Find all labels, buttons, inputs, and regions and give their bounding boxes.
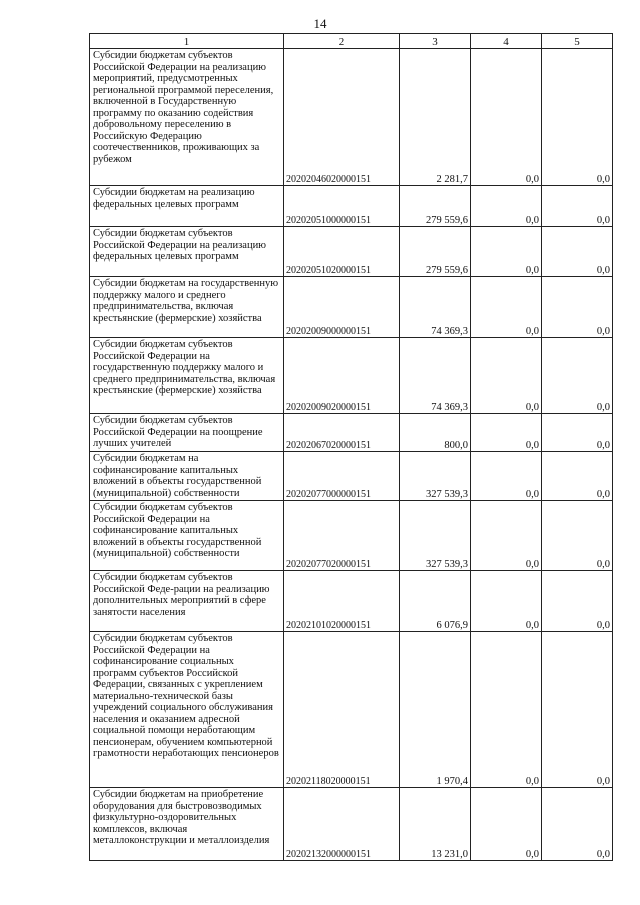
row-col3-cell: 327 539,3 [400,501,471,571]
row-code-cell: 20202077020000151 [284,501,400,571]
row-name-cell: Субсидии бюджетам субъектов Российской Федерации на государственную поддержку малого и среднего предпринимательства, включая крестьянские (фермерские) хозяйства [90,338,284,414]
column-header: 5 [542,34,613,49]
row-col4-cell: 0,0 [471,49,542,186]
row-col5-cell: 0,0 [542,277,613,338]
row-col5-cell: 0,0 [542,227,613,277]
table-row [90,277,613,338]
row-col5-cell: 0,0 [542,414,613,452]
row-col4-cell: 0,0 [471,571,542,632]
table-row [90,49,613,186]
row-col5-cell: 0,0 [542,49,613,186]
row-code-cell: 20202051020000151 [284,227,400,277]
row-col3-cell: 6 076,9 [400,571,471,632]
row-code-cell: 20202101020000151 [284,571,400,632]
row-col4-cell: 0,0 [471,788,542,861]
row-col4-cell: 0,0 [471,227,542,277]
row-col3-cell: 2 281,7 [400,49,471,186]
row-col3-cell: 74 369,3 [400,338,471,414]
row-code-cell: 20202051000000151 [284,186,400,227]
row-code-cell: 20202046020000151 [284,49,400,186]
row-code-cell: 20202009000000151 [284,277,400,338]
row-name-cell: Субсидии бюджетам на софинансирование капитальных вложений в объекты государственной (муниципальной) собственности [90,452,284,501]
table-row [90,452,613,501]
row-col5-cell: 0,0 [542,501,613,571]
row-col3-cell: 13 231,0 [400,788,471,861]
row-col4-cell: 0,0 [471,338,542,414]
column-header: 2 [284,34,400,49]
row-col5-cell: 0,0 [542,338,613,414]
row-col3-cell: 74 369,3 [400,277,471,338]
row-col4-cell: 0,0 [471,414,542,452]
row-col4-cell: 0,0 [471,632,542,788]
row-col4-cell: 0,0 [471,277,542,338]
row-col4-cell: 0,0 [471,452,542,501]
table-row [90,186,613,227]
table-row [90,788,613,861]
row-col3-cell: 327 539,3 [400,452,471,501]
row-name-cell: Субсидии бюджетам на приобретение оборудования для быстровозводимых физкультурно-оздоровительных комплексов, включая металлоконструкции и металлоизделия [90,788,284,861]
row-col5-cell: 0,0 [542,571,613,632]
table-row [90,571,613,632]
row-col4-cell: 0,0 [471,501,542,571]
row-col5-cell: 0,0 [542,452,613,501]
row-col3-cell: 1 970,4 [400,632,471,788]
row-name-cell: Субсидии бюджетам на государственную поддержку малого и среднего предпринимательства, включая крестьянские (фермерские) хозяйства [90,277,284,338]
row-code-cell: 20202067020000151 [284,414,400,452]
table-row [90,501,613,571]
row-name-cell: Субсидии бюджетам субъектов Российской Феде-рации на реализацию дополнительных мероприятий в сфере занятости населения [90,571,284,632]
row-name-cell: Субсидии бюджетам субъектов Российской Федерации на софинансирование социальных программ субъектов Российской Федерации, связанных с укреплением материально-технической базы учреждений социального обслуживания населения и оказанием адресной социальной помощи неработающим пенсионерам, обучением компьютерной грамотности неработающих пенсионеров [90,632,284,788]
column-header: 4 [471,34,542,49]
row-code-cell: 20202077000000151 [284,452,400,501]
row-col5-cell: 0,0 [542,788,613,861]
column-header: 1 [90,34,284,49]
row-col3-cell: 279 559,6 [400,186,471,227]
table-row [90,414,613,452]
row-name-cell: Субсидии бюджетам субъектов Российской Федерации на поощрение лучших учителей [90,414,284,452]
column-header: 3 [400,34,471,49]
row-code-cell: 20202132000000151 [284,788,400,861]
row-col4-cell: 0,0 [471,186,542,227]
row-col3-cell: 279 559,6 [400,227,471,277]
row-name-cell: Субсидии бюджетам субъектов Российской Федерации на софинансирование капитальных вложений в объекты государственной (муниципальной) собственности [90,501,284,571]
row-col3-cell: 800,0 [400,414,471,452]
row-col5-cell: 0,0 [542,632,613,788]
row-name-cell: Субсидии бюджетам субъектов Российской Федерации на реализацию мероприятий, предусмотренных региональной программой переселения, включенной в Государственную программу по оказанию содействия добровольному переселению в Российскую Федерацию соотечественников, проживающих за рубежом [90,49,284,186]
row-code-cell: 20202009020000151 [284,338,400,414]
row-col5-cell: 0,0 [542,186,613,227]
table-row [90,338,613,414]
row-code-cell: 20202118020000151 [284,632,400,788]
budget-table [89,33,613,861]
table-row [90,632,613,788]
row-name-cell: Субсидии бюджетам субъектов Российской Федерации на реализацию федеральных целевых программ [90,227,284,277]
table-row [90,227,613,277]
row-name-cell: Субсидии бюджетам на реализацию федеральных целевых программ [90,186,284,227]
page-number: 14 [313,16,327,31]
table-header-row [90,34,613,49]
